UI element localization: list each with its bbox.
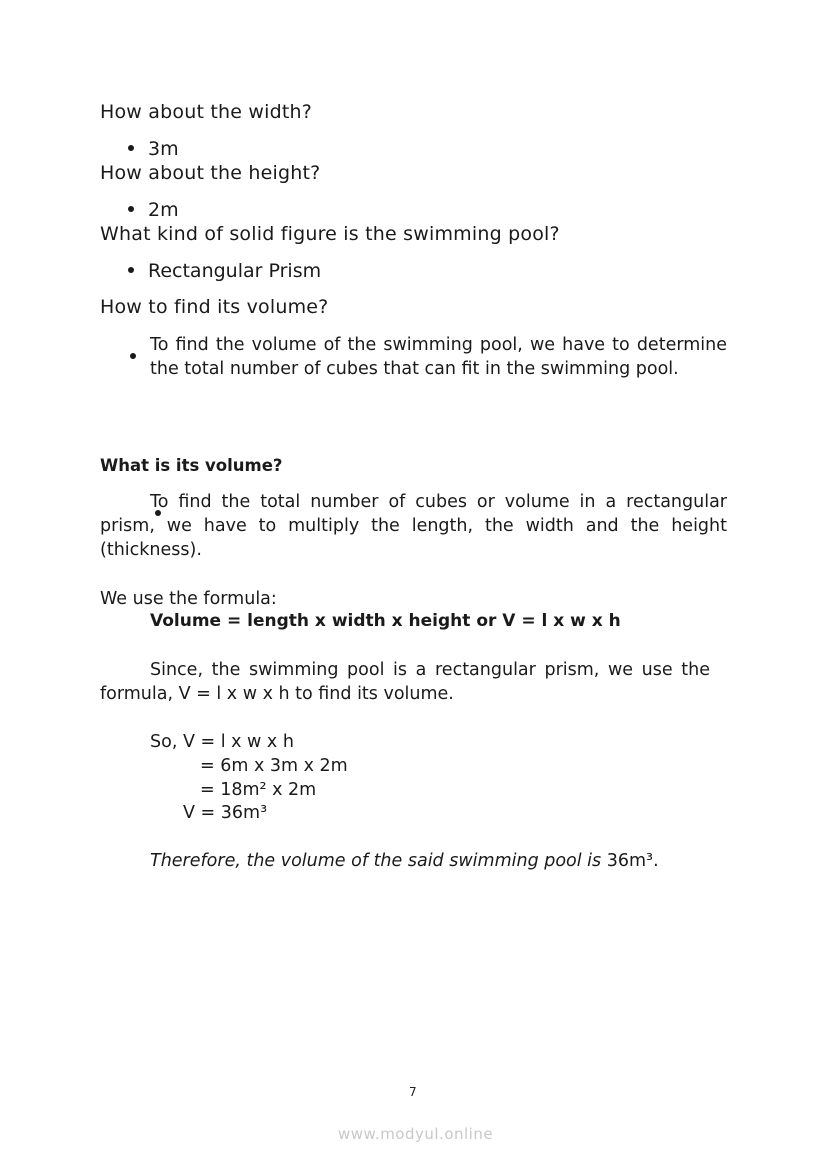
conclusion [150, 849, 659, 873]
bullet-icon [128, 145, 134, 151]
bullet-icon [130, 353, 136, 359]
paragraph-volume: To find the total number of cubes or volume in a rectangular prism, we have to multiply the length, the width and the height (thickness). [100, 492, 727, 560]
step-1: So, V = l x w x h [150, 732, 294, 752]
formula: Volume = length x width x height or V = l x w x h [150, 611, 621, 631]
heading-volume: What is its volume? [100, 456, 283, 475]
question-height: How about the height? [100, 162, 321, 184]
question-solid: What kind of solid figure is the swimming pool? [100, 223, 560, 245]
answer-height-text: 2m [148, 199, 179, 221]
answer-height [128, 199, 179, 221]
conclusion-value: 36m³. [601, 851, 659, 871]
step-3: = 18m² x 2m [200, 780, 317, 800]
step-2: = 6m x 3m x 2m [200, 756, 348, 776]
answer-find: To find the volume of the swimming pool, we have to determine the total number of cubes that can fit in the swimming pool. [150, 335, 727, 379]
answer-width-text: 3m [148, 138, 179, 160]
formula-intro: We use the formula: [100, 589, 277, 609]
answer-solid-text: Rectangular Prism [148, 260, 322, 282]
question-find: How to find its volume? [100, 296, 329, 318]
watermark: www.modyul.online [338, 1125, 494, 1143]
page-number: 7 [409, 1085, 417, 1099]
step-4: V = 36m³ [183, 803, 268, 823]
bullet-icon [128, 206, 134, 212]
conclusion-text: Therefore, the volume of the said swimming pool is [150, 851, 602, 871]
answer-solid [128, 260, 321, 282]
question-width: How about the width? [100, 101, 313, 123]
bullet-icon [128, 267, 134, 273]
since-paragraph: Since, the swimming pool is a rectangular prism, we use the formula, V = l x w x h to find its volume. [100, 660, 710, 704]
answer-width [128, 138, 179, 160]
